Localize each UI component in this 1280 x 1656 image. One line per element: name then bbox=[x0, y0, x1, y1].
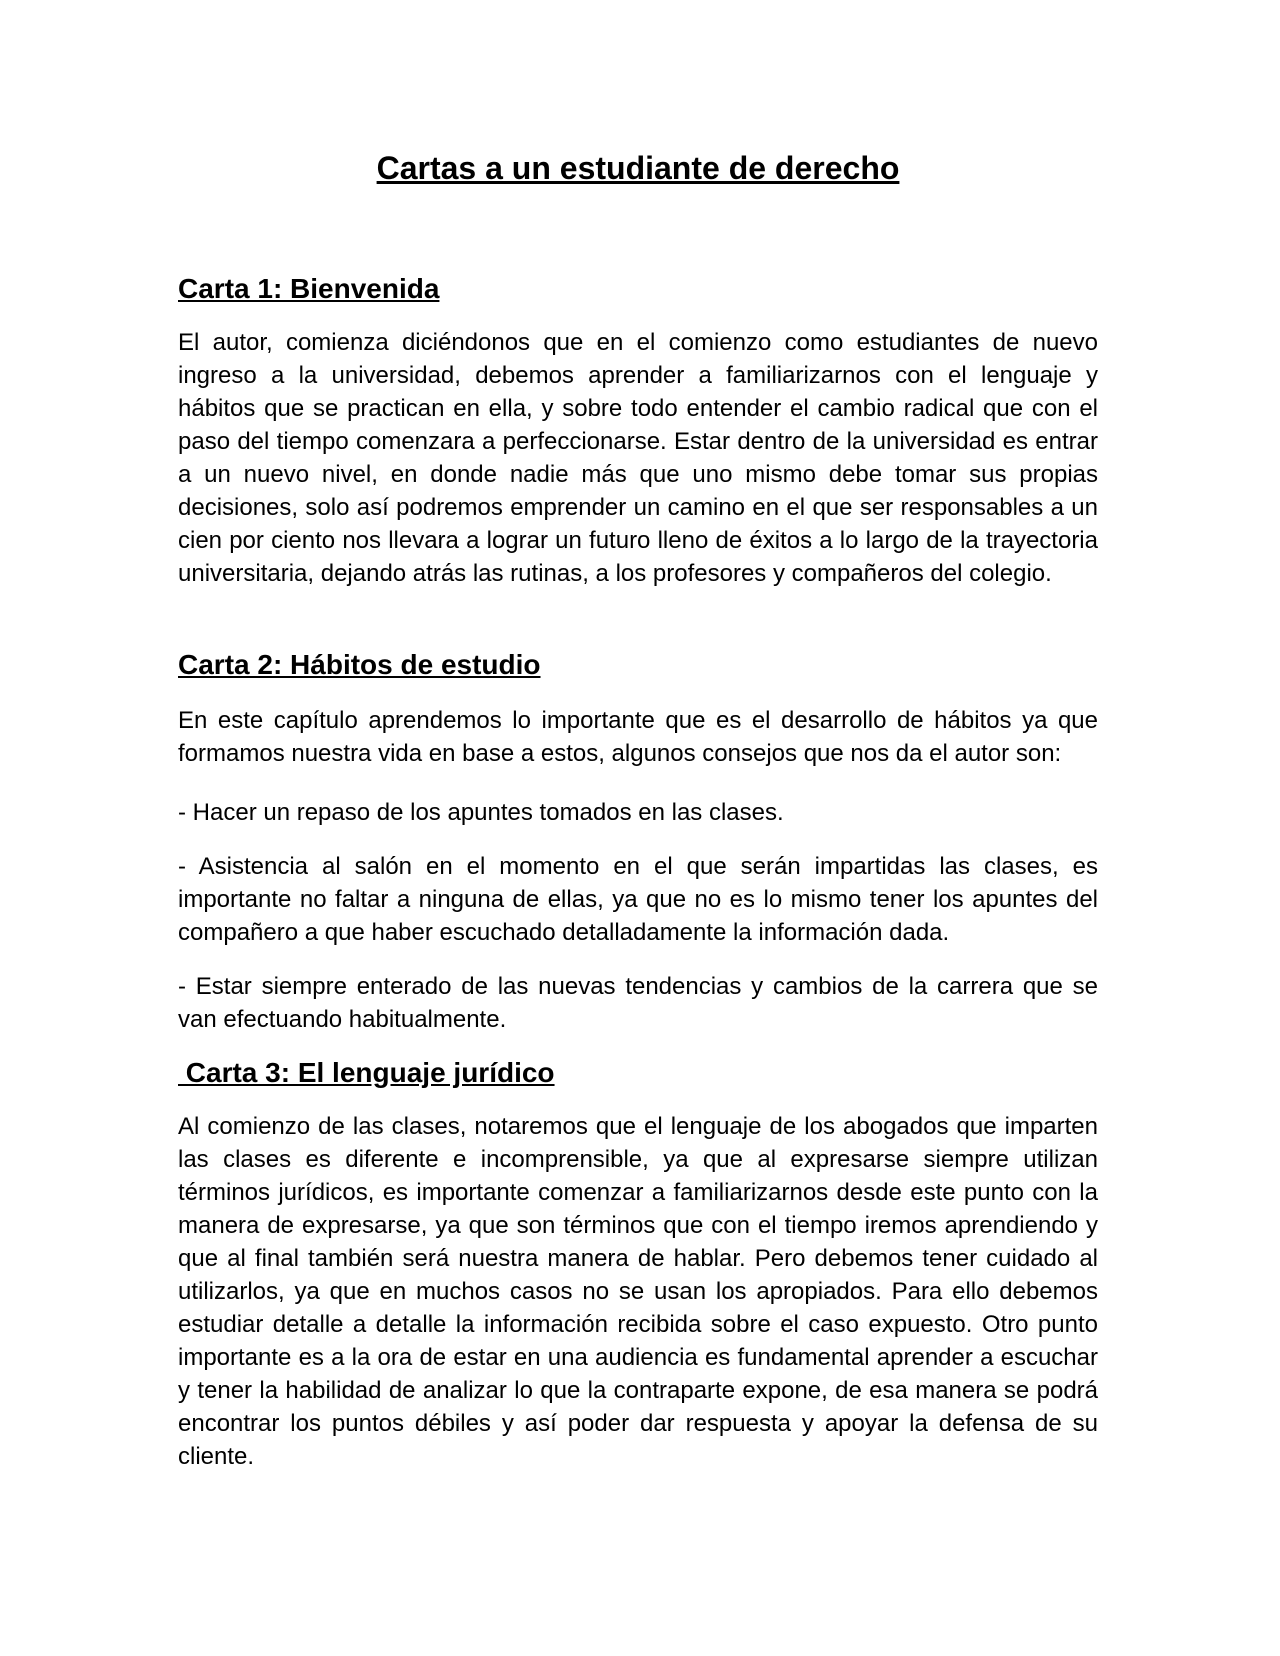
list-item-tendencias: - Estar siempre enterado de las nuevas tendencias y cambios de la carrera que se van efectuando habitualmente. bbox=[178, 973, 1098, 1033]
paragraph-carta-3-body: Al comienzo de las clases, notaremos que el lenguaje de los abogados que imparten las clases es diferente e incomprensible, ya que al expresarse siempre utilizan términos jurídicos, es importante comenzar a familiarizarnos desde este punto con la manera de expresarse, ya que son términos que con el tiempo iremos aprendiendo y que al final también será nuestra manera de hablar. Pero debemos tener cuidado al utilizarlos, ya que en muchos casos no se usan los apropiados. Para ello debemos estudiar detalle a detalle la información recibida sobre el caso expuesto. Otro punto importante es a la ora de estar en una audiencia es fundamental aprender a escuchar y tener la habilidad de analizar lo que la contraparte expone, de esa manera se podrá encontrar los puntos débiles y así poder dar respuesta y apoyar la defensa de su cliente. bbox=[178, 1113, 1098, 1470]
paragraph-carta-1-body: El autor, comienza diciéndonos que en el comienzo como estudiantes de nuevo ingreso a la universidad, debemos aprender a familiarizarnos con el lenguaje y hábitos que se practican en ella, y sobre todo entender el cambio radical que con el paso del tiempo comenzara a perfeccionarse. Estar dentro de la universidad es entrar a un nuevo nivel, en donde nadie más que uno mismo debe tomar sus propias decisiones, solo así podremos emprender un camino en el que ser responsables a un cien por ciento nos llevara a lograr un futuro lleno de éxitos a lo largo de la trayectoria universitaria, dejando atrás las rutinas, a los profesores y compañeros del colegio. bbox=[178, 329, 1098, 587]
section-heading-carta-1: Carta 1: Bienvenida bbox=[178, 273, 440, 304]
paragraph-carta-2-intro: En este capítulo aprendemos lo importante que es el desarrollo de hábitos ya que formamos nuestra vida en base a estos, algunos consejos que nos da el autor son: bbox=[178, 707, 1098, 767]
section-heading-carta-2: Carta 2: Hábitos de estudio bbox=[178, 649, 541, 680]
list-item-repaso: - Hacer un repaso de los apuntes tomados en las clases. bbox=[178, 799, 784, 826]
document-title: Cartas a un estudiante de derecho bbox=[376, 150, 900, 186]
section-heading-carta-3: Carta 3: El lenguaje jurídico bbox=[178, 1057, 555, 1088]
list-item-asistencia: - Asistencia al salón en el momento en el que serán impartidas las clases, es importante no faltar a ninguna de ellas, ya que no es lo mismo tener los apuntes del compañero a que haber escuchado detalladamente la información dada. bbox=[178, 853, 1098, 946]
